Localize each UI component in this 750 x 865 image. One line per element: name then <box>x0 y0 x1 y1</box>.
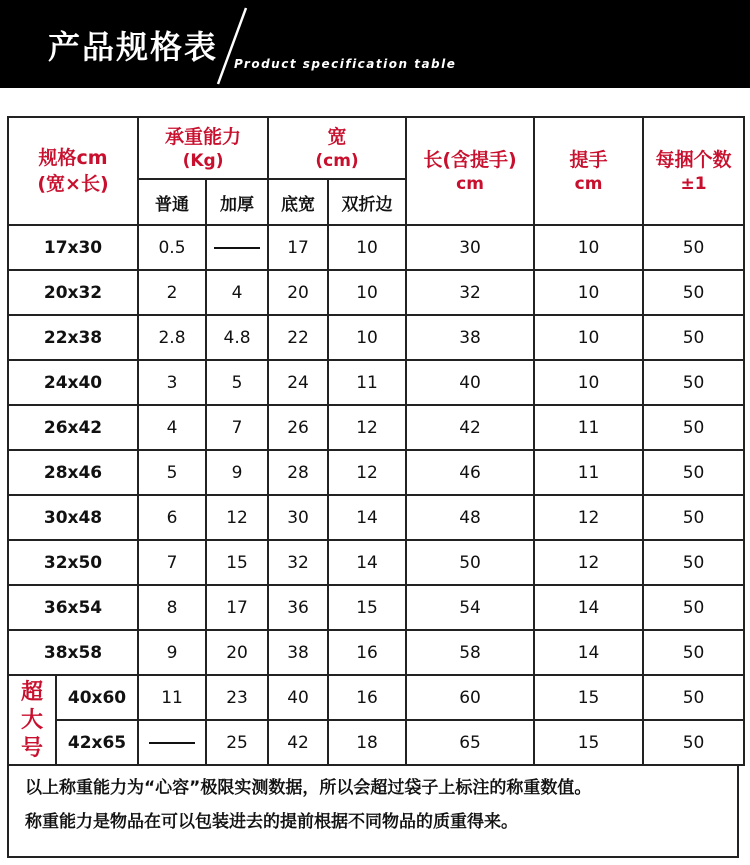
normal-cell: 5 <box>138 450 206 495</box>
header-width-bottom: 底宽 <box>268 179 328 225</box>
length-cell: 65 <box>406 720 534 765</box>
count-cell: 50 <box>643 585 744 630</box>
handle-cell: 10 <box>534 360 643 405</box>
normal-cell: 11 <box>138 675 206 720</box>
thick-cell: 9 <box>206 450 268 495</box>
title-banner <box>0 0 750 88</box>
handle-cell: 15 <box>534 675 643 720</box>
handle-cell: 14 <box>534 585 643 630</box>
thick-cell: 20 <box>206 630 268 675</box>
size-cell: 17x30 <box>8 225 138 270</box>
normal-cell: 8 <box>138 585 206 630</box>
handle-cell: 12 <box>534 495 643 540</box>
normal-cell: 4 <box>138 405 206 450</box>
size-cell: 26x42 <box>8 405 138 450</box>
fold-cell: 15 <box>328 585 406 630</box>
count-cell: 50 <box>643 315 744 360</box>
length-cell: 54 <box>406 585 534 630</box>
extra-large-label: 超 大 号 <box>8 675 56 765</box>
size-cell: 28x46 <box>8 450 138 495</box>
length-cell: 48 <box>406 495 534 540</box>
handle-cell: 14 <box>534 630 643 675</box>
bottom-cell: 38 <box>268 630 328 675</box>
note-line-1: 以上称重能力为“心容”极限实测数据，所以会超过袋子上标注的称重数值。 <box>25 778 592 798</box>
count-cell: 50 <box>643 720 744 765</box>
header-load: 承重能力 (Kg) <box>138 117 268 179</box>
count-cell: 50 <box>643 360 744 405</box>
fold-cell: 14 <box>328 495 406 540</box>
size-cell: 22x38 <box>8 315 138 360</box>
table-row <box>8 675 744 720</box>
dash-placeholder <box>214 247 260 249</box>
thick-cell: 25 <box>206 720 268 765</box>
notes-box <box>7 764 739 858</box>
length-cell: 30 <box>406 225 534 270</box>
size-cell: 30x48 <box>8 495 138 540</box>
table-row <box>8 540 744 585</box>
size-cell: 38x58 <box>8 630 138 675</box>
normal-cell: 2 <box>138 270 206 315</box>
table-row <box>8 630 744 675</box>
table-row <box>8 585 744 630</box>
fold-cell: 10 <box>328 225 406 270</box>
table-row <box>8 270 744 315</box>
bottom-cell: 36 <box>268 585 328 630</box>
table-row <box>8 405 744 450</box>
count-cell: 50 <box>643 630 744 675</box>
thick-cell: 4 <box>206 270 268 315</box>
count-cell: 50 <box>643 540 744 585</box>
fold-cell: 16 <box>328 675 406 720</box>
fold-cell: 18 <box>328 720 406 765</box>
fold-cell: 10 <box>328 315 406 360</box>
fold-cell: 12 <box>328 405 406 450</box>
length-cell: 42 <box>406 405 534 450</box>
size-cell: 36x54 <box>8 585 138 630</box>
bottom-cell: 28 <box>268 450 328 495</box>
handle-cell: 12 <box>534 540 643 585</box>
size-cell: 20x32 <box>8 270 138 315</box>
thick-cell: 15 <box>206 540 268 585</box>
size-cell: 32x50 <box>8 540 138 585</box>
bottom-cell: 30 <box>268 495 328 540</box>
bottom-cell: 17 <box>268 225 328 270</box>
note-line-2: 称重能力是物品在可以包装进去的提前根据不同物品的质重得来。 <box>25 812 518 832</box>
header-width: 宽 (cm) <box>268 117 406 179</box>
fold-cell: 10 <box>328 270 406 315</box>
thick-cell: 7 <box>206 405 268 450</box>
length-cell: 46 <box>406 450 534 495</box>
header-width-fold: 双折边 <box>328 179 406 225</box>
bottom-cell: 20 <box>268 270 328 315</box>
page-title: 产品规格表 <box>48 28 219 66</box>
normal-cell: 6 <box>138 495 206 540</box>
thick-cell: 4.8 <box>206 315 268 360</box>
thick-cell: 5 <box>206 360 268 405</box>
count-cell: 50 <box>643 270 744 315</box>
normal-cell <box>138 720 206 765</box>
normal-cell: 0.5 <box>138 225 206 270</box>
table-row <box>8 450 744 495</box>
fold-cell: 16 <box>328 630 406 675</box>
header-load-normal: 普通 <box>138 179 206 225</box>
count-cell: 50 <box>643 495 744 540</box>
count-cell: 50 <box>643 405 744 450</box>
thick-cell: 23 <box>206 675 268 720</box>
normal-cell: 2.8 <box>138 315 206 360</box>
table-row <box>8 720 744 765</box>
fold-cell: 11 <box>328 360 406 405</box>
normal-cell: 3 <box>138 360 206 405</box>
table-row <box>8 225 744 270</box>
length-cell: 58 <box>406 630 534 675</box>
fold-cell: 14 <box>328 540 406 585</box>
handle-cell: 15 <box>534 720 643 765</box>
handle-cell: 11 <box>534 405 643 450</box>
header-spec: 规格cm (宽×长) <box>8 117 138 225</box>
handle-cell: 11 <box>534 450 643 495</box>
table-row <box>8 495 744 540</box>
table-row <box>8 360 744 405</box>
bottom-cell: 42 <box>268 720 328 765</box>
count-cell: 50 <box>643 675 744 720</box>
bottom-cell: 40 <box>268 675 328 720</box>
count-cell: 50 <box>643 225 744 270</box>
handle-cell: 10 <box>534 270 643 315</box>
length-cell: 38 <box>406 315 534 360</box>
handle-cell: 10 <box>534 225 643 270</box>
normal-cell: 7 <box>138 540 206 585</box>
page-subtitle: Product specification table <box>234 57 457 71</box>
thick-cell: 17 <box>206 585 268 630</box>
handle-cell: 10 <box>534 315 643 360</box>
size-cell: 40x60 <box>56 675 138 720</box>
header-load-thick: 加厚 <box>206 179 268 225</box>
size-cell: 24x40 <box>8 360 138 405</box>
thick-cell: 12 <box>206 495 268 540</box>
dash-placeholder <box>149 742 195 744</box>
thick-cell <box>206 225 268 270</box>
header-length: 长(含提手) cm <box>406 117 534 225</box>
count-cell: 50 <box>643 450 744 495</box>
length-cell: 32 <box>406 270 534 315</box>
slash-decoration <box>212 6 252 86</box>
bottom-cell: 32 <box>268 540 328 585</box>
length-cell: 60 <box>406 675 534 720</box>
header-bundle: 每捆个数 ±1 <box>643 117 744 225</box>
length-cell: 50 <box>406 540 534 585</box>
size-cell: 42x65 <box>56 720 138 765</box>
length-cell: 40 <box>406 360 534 405</box>
header-handle: 提手 cm <box>534 117 643 225</box>
bottom-cell: 26 <box>268 405 328 450</box>
bottom-cell: 22 <box>268 315 328 360</box>
table-row <box>8 315 744 360</box>
bottom-cell: 24 <box>268 360 328 405</box>
fold-cell: 12 <box>328 450 406 495</box>
spec-table <box>7 116 745 766</box>
normal-cell: 9 <box>138 630 206 675</box>
